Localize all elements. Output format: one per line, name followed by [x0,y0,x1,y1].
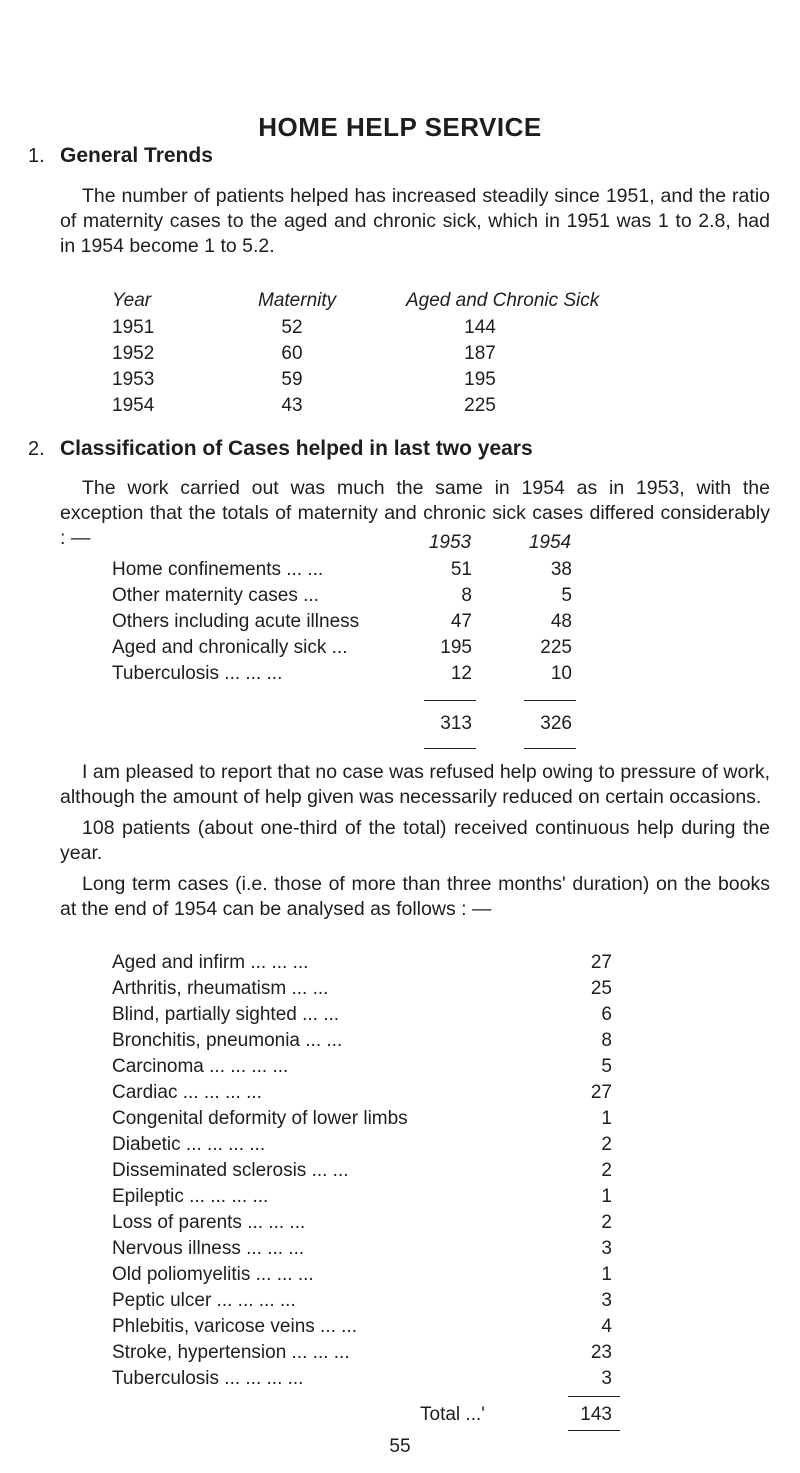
section-1-heading: General Trends [60,144,213,167]
long-term-label: Peptic ulcer ... ... ... ... [112,1290,296,1311]
paragraph-no-refusals: I am pleased to report that no case was refused help owing to pressure of work, although the amount of help given was necessarily reduced on certain occasions. [60,761,770,808]
long-term-value: 3 [601,1238,612,1259]
long-term-label: Blind, partially sighted ... ... [112,1004,340,1025]
long-term-value: 8 [601,1030,612,1051]
aged-cell: 225 [464,395,496,416]
long-term-label: Arthritis, rheumatism ... ... [112,978,329,999]
long-term-value: 2 [601,1212,612,1233]
year-cell: 1952 [112,343,155,364]
long-term-value: 1 [601,1186,612,1207]
long-term-label: Congenital deformity of lower limbs [112,1108,408,1129]
long-term-value: 2 [601,1160,612,1181]
long-term-subtotal-rule [568,1396,620,1397]
long-term-value: 1 [601,1108,612,1129]
paragraph-long-term: Long term cases (i.e. those of more than three months' duration) on the books at the end of 1954 can be analysed as follows : — [60,873,770,920]
value-1954: 5 [561,585,572,606]
header-year: Year [112,290,152,311]
long-term-label: Epileptic ... ... ... ... [112,1186,269,1207]
long-term-label: Diabetic ... ... ... ... [112,1134,266,1155]
total-1954: 326 [540,713,572,734]
maternity-cell: 60 [281,343,303,364]
aged-cell: 144 [464,317,496,338]
header-aged-chronic: Aged and Chronic Sick [406,290,600,311]
long-term-label: Carcinoma ... ... ... ... [112,1056,289,1077]
long-term-value: 23 [590,1342,612,1363]
long-term-total-value: 143 [580,1404,612,1425]
long-term-label: Old poliomyelitis ... ... ... [112,1264,314,1285]
value-1954: 48 [550,611,572,632]
classification-label: Home confinements ... ... [112,559,324,580]
value-1954: 10 [550,663,572,684]
section-2-heading: Classification of Cases helped in last two years [60,437,533,460]
year-cell: 1951 [112,317,155,338]
classification-label: Others including acute illness [112,611,360,632]
column-1954: 1954 [528,532,572,553]
long-term-total-rule [568,1430,620,1431]
section-1-paragraph: The number of patients helped has increased steadily since 1951, and the ratio of maternity cases to the aged and chronic sick, which in 1951 was 1 to 2.8, had in 1954 become 1 to 5.2. [60,185,770,257]
classification-label: Tuberculosis ... ... ... [112,663,283,684]
year-cell: 1954 [112,395,155,416]
section-1-number: 1. [28,145,45,167]
long-term-value: 2 [601,1134,612,1155]
value-1953: 195 [440,637,472,658]
column-1953: 1953 [428,532,472,553]
long-term-value: 3 [601,1368,612,1389]
long-term-label: Bronchitis, pneumonia ... ... [112,1030,343,1051]
subtotal-rule-1954 [524,700,576,701]
value-1954: 38 [550,559,572,580]
long-term-value: 5 [601,1056,612,1077]
header-maternity: Maternity [258,290,337,311]
maternity-cell: 59 [281,369,303,390]
long-term-value: 4 [601,1316,612,1337]
long-term-value: 27 [590,1082,612,1103]
paragraph-continuous-help: 108 patients (about one-third of the total) received continuous help during the year. [60,817,770,864]
long-term-label: Cardiac ... ... ... ... [112,1082,262,1103]
year-cell: 1953 [112,369,155,390]
long-term-value: 3 [601,1290,612,1311]
long-term-value: 25 [590,978,612,999]
total-rule-1953 [424,748,476,749]
value-1953: 51 [450,559,472,580]
total-rule-1954 [524,748,576,749]
section-2-paragraph: The work carried out was much the same in 1954 as in 1953, with the exception that the totals of maternity and chronic sick cases differed considerably : — [60,477,770,549]
page-title: HOME HELP SERVICE [258,112,542,142]
value-1953: 47 [450,611,472,632]
long-term-label: Phlebitis, varicose veins ... ... [112,1316,357,1337]
value-1953: 8 [461,585,472,606]
aged-cell: 187 [464,343,496,364]
long-term-value: 6 [601,1004,612,1025]
long-term-label: Aged and infirm ... ... ... [112,952,309,973]
maternity-cell: 52 [281,317,303,338]
long-term-label: Loss of parents ... ... ... [112,1212,306,1233]
maternity-cell: 43 [281,395,303,416]
section-2-number: 2. [28,438,45,460]
long-term-label: Nervous illness ... ... ... [112,1238,305,1259]
classification-label: Other maternity cases ... [112,585,319,606]
value-1954: 225 [540,637,572,658]
subtotal-rule-1953 [424,700,476,701]
long-term-value: 1 [601,1264,612,1285]
total-1953: 313 [440,713,472,734]
aged-cell: 195 [464,369,496,390]
long-term-label: Tuberculosis ... ... ... ... [112,1368,304,1389]
long-term-label: Stroke, hypertension ... ... ... [112,1342,350,1363]
value-1953: 12 [450,663,472,684]
classification-label: Aged and chronically sick ... [112,637,348,658]
long-term-value: 27 [590,952,612,973]
page-number: 55 [389,1436,411,1457]
long-term-label: Disseminated sclerosis ... ... [112,1160,349,1181]
long-term-total-label: Total ...' [420,1404,485,1425]
